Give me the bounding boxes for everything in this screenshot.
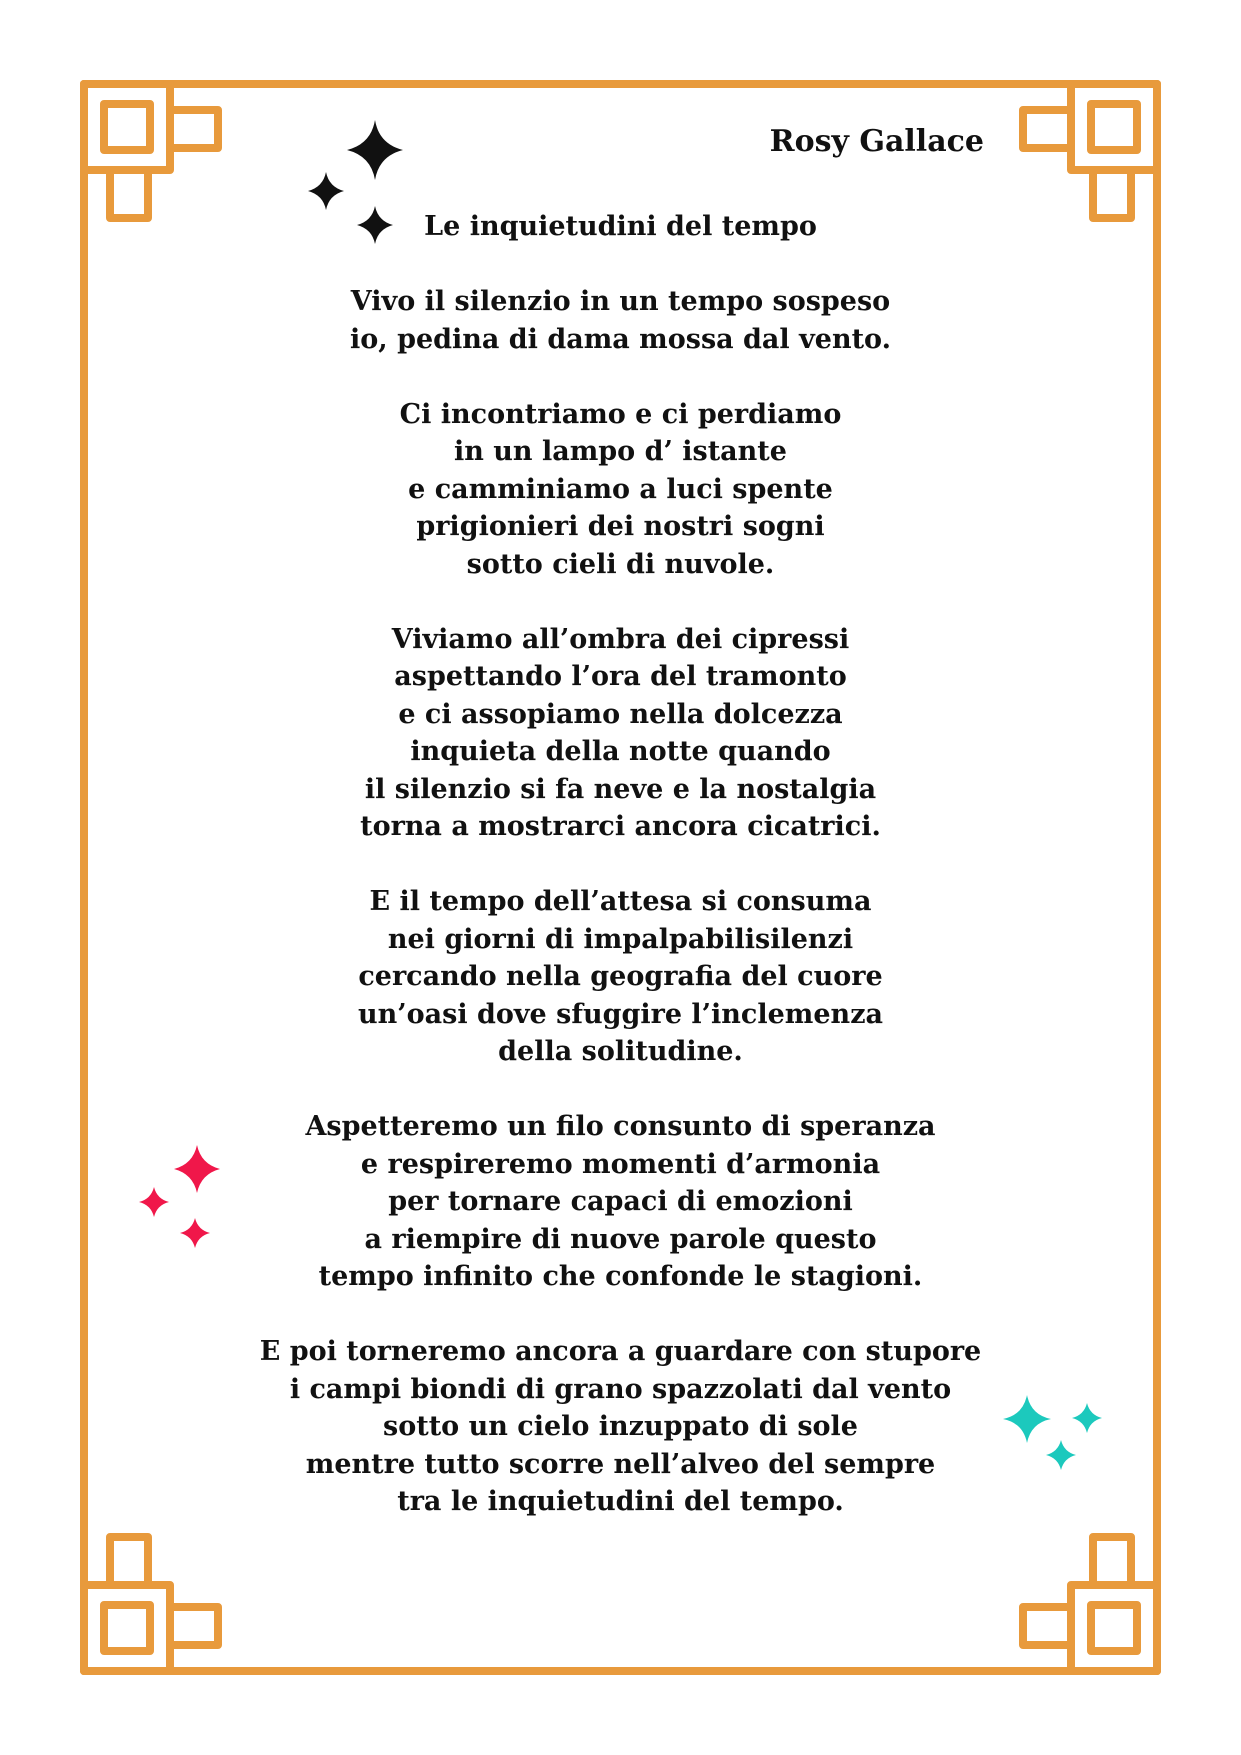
poem-line: torna a mostrarci ancora cicatrici. [360, 811, 881, 842]
stanza [0, 283, 1241, 358]
poem-line: sotto cieli di nuvole. [466, 548, 775, 580]
poem-line: il silenzio si fa neve e la nostalgia [364, 773, 877, 805]
poem-title: Le inquietudini del tempo [424, 211, 817, 242]
poem-line: inquieta della notte quando [410, 736, 831, 767]
poem-line: in un lampo d’ istante [454, 436, 787, 467]
poem-line: e respireremo momenti d’armonia [360, 1148, 881, 1180]
poem-line: a riempire di nuove parole questo [364, 1223, 877, 1255]
poem-line: della solitudine. [498, 1036, 743, 1067]
poem-line: Viviamo all’ombra dei cipressi [391, 623, 850, 655]
poem-line: mentre tutto scorre nell’alveo del sempre [305, 1448, 936, 1480]
stanza [0, 396, 1241, 584]
stanza [0, 1108, 1241, 1296]
poem-line: Vivo il silenzio in un tempo sospeso [350, 286, 891, 317]
poem-line: io, pedina di dama mossa dal vento. [350, 323, 891, 355]
poem-body [0, 283, 1241, 1558]
poem-line: sotto un cielo inzuppato di sole [383, 1411, 858, 1442]
poem-line: Ci incontriamo e ci perdiamo [399, 398, 842, 430]
poem-line: Aspetteremo un filo consunto di speranza [305, 1111, 936, 1142]
poem-line: e ci assopiamo nella dolcezza [398, 698, 843, 730]
frame-corner-top-right [1023, 84, 1157, 218]
poem-line: tra le inquietudini del tempo. [397, 1486, 844, 1517]
poem-line: i campi biondi di grano spazzolati dal vento [289, 1373, 952, 1405]
stanza [0, 1333, 1241, 1521]
poem-line: un’oasi dove sfuggire l’inclemenza [357, 998, 884, 1030]
poem-line: e camminiamo a luci spente [408, 473, 833, 505]
author-name: Rosy Gallace [769, 124, 984, 159]
poem-line: cercando nella geografia del cuore [358, 961, 883, 992]
stanza [0, 883, 1241, 1071]
poem-line: per tornare capaci di emozioni [388, 1186, 853, 1217]
poem-line: prigionieri dei nostri sogni [416, 511, 825, 542]
poem-line: E poi torneremo ancora a guardare con stupore [259, 1336, 982, 1367]
poem-line: aspettando l’ora del tramonto [394, 661, 847, 692]
poem-line: tempo infinito che confonde le stagioni. [318, 1261, 923, 1292]
stanza [0, 621, 1241, 846]
poem-line: E il tempo dell’attesa si consuma [369, 886, 872, 917]
poem-line: nei giorni di impalpabilisilenzi [387, 923, 854, 955]
frame-corner-top-left [84, 84, 218, 218]
